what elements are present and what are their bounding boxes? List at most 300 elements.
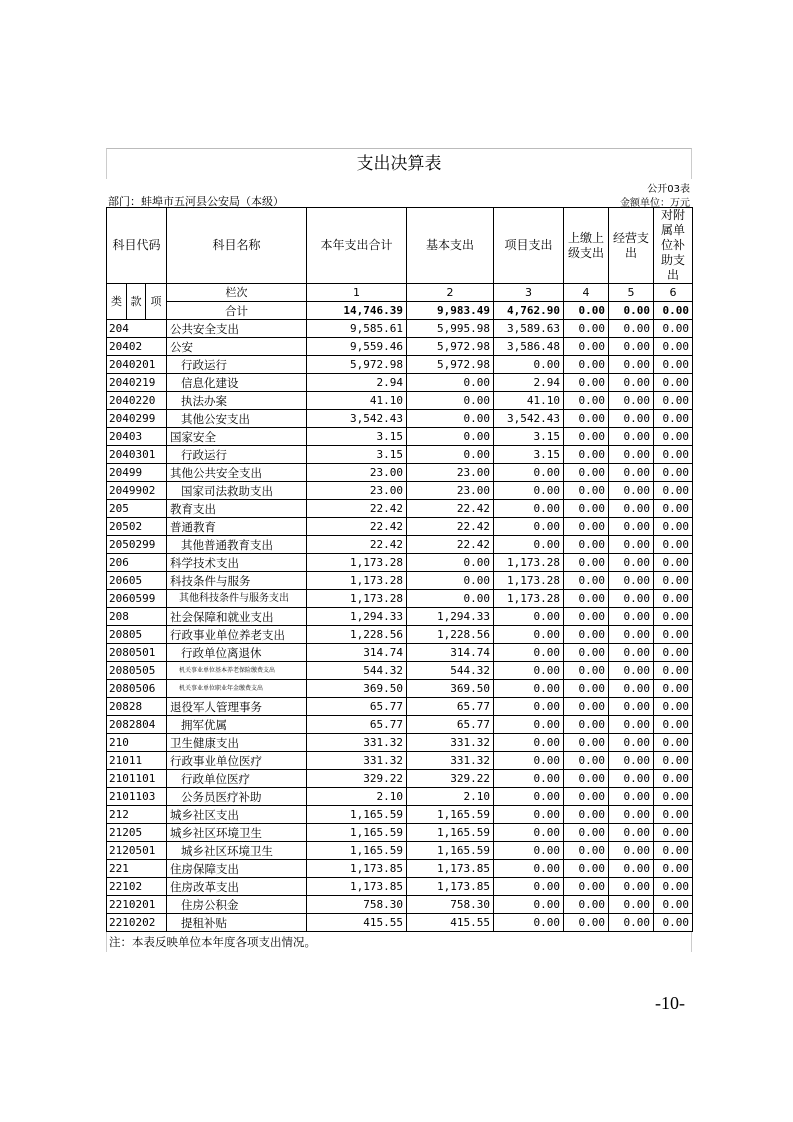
row-upper: 0.00 <box>564 410 609 428</box>
row-name: 城乡社区环境卫生 <box>167 824 307 842</box>
row-business: 0.00 <box>609 572 654 590</box>
row-subsidy: 0.00 <box>654 464 693 482</box>
row-name: 公务员医疗补助 <box>167 788 307 806</box>
row-project: 0.00 <box>494 608 564 626</box>
row-code: 21011 <box>107 752 167 770</box>
row-basic: 2.10 <box>407 788 494 806</box>
row-code: 20402 <box>107 338 167 356</box>
row-total: 1,294.33 <box>307 608 407 626</box>
row-business: 0.00 <box>609 500 654 518</box>
row-total: 2.10 <box>307 788 407 806</box>
table-row <box>107 536 693 554</box>
row-total: 23.00 <box>307 464 407 482</box>
row-code: 2040301 <box>107 446 167 464</box>
row-subsidy: 0.00 <box>654 644 693 662</box>
table-row <box>107 428 693 446</box>
row-code: 212 <box>107 806 167 824</box>
total-subsidy: 0.00 <box>654 302 693 320</box>
row-basic: 1,173.85 <box>407 878 494 896</box>
row-basic: 0.00 <box>407 410 494 428</box>
table-row <box>107 680 693 698</box>
row-basic: 0.00 <box>407 590 494 608</box>
row-total: 22.42 <box>307 500 407 518</box>
row-total: 1,173.85 <box>307 860 407 878</box>
row-project: 0.00 <box>494 500 564 518</box>
row-code: 2049902 <box>107 482 167 500</box>
row-total: 758.30 <box>307 896 407 914</box>
row-code: 2080505 <box>107 662 167 680</box>
row-basic: 5,995.98 <box>407 320 494 338</box>
row-business: 0.00 <box>609 464 654 482</box>
row-subsidy: 0.00 <box>654 914 693 932</box>
col-index-2: 2 <box>407 284 494 302</box>
row-subsidy: 0.00 <box>654 626 693 644</box>
row-subsidy: 0.00 <box>654 716 693 734</box>
table-row <box>107 608 693 626</box>
row-basic: 5,972.98 <box>407 338 494 356</box>
table-row <box>107 374 693 392</box>
row-upper: 0.00 <box>564 896 609 914</box>
row-name: 行政单位离退休 <box>167 644 307 662</box>
row-business: 0.00 <box>609 752 654 770</box>
row-total: 3.15 <box>307 428 407 446</box>
row-basic: 22.42 <box>407 518 494 536</box>
row-basic: 1,165.59 <box>407 806 494 824</box>
row-name: 其他公安支出 <box>167 410 307 428</box>
row-business: 0.00 <box>609 914 654 932</box>
total-row <box>107 302 693 320</box>
row-name: 国家司法救助支出 <box>167 482 307 500</box>
row-upper: 0.00 <box>564 554 609 572</box>
total-sum: 14,746.39 <box>307 302 407 320</box>
row-basic: 314.74 <box>407 644 494 662</box>
row-project: 3.15 <box>494 446 564 464</box>
row-name: 行政运行 <box>167 446 307 464</box>
row-project: 0.00 <box>494 626 564 644</box>
row-code: 2101103 <box>107 788 167 806</box>
row-project: 3,586.48 <box>494 338 564 356</box>
row-project: 0.00 <box>494 842 564 860</box>
row-name: 公共安全支出 <box>167 320 307 338</box>
row-project: 3.15 <box>494 428 564 446</box>
row-business: 0.00 <box>609 806 654 824</box>
header-basic: 基本支出 <box>407 208 494 284</box>
row-upper: 0.00 <box>564 860 609 878</box>
table-note: 注：本表反映单位本年度各项支出情况。 <box>106 932 692 952</box>
row-project: 0.00 <box>494 356 564 374</box>
row-business: 0.00 <box>609 680 654 698</box>
form-number: 公开03表 <box>647 184 690 195</box>
row-business: 0.00 <box>609 374 654 392</box>
row-code: 208 <box>107 608 167 626</box>
row-business: 0.00 <box>609 446 654 464</box>
row-subsidy: 0.00 <box>654 428 693 446</box>
header-name: 科目名称 <box>167 208 307 284</box>
header-kuan: 款 <box>127 284 146 320</box>
row-basic: 331.32 <box>407 752 494 770</box>
row-upper: 0.00 <box>564 536 609 554</box>
table-row <box>107 896 693 914</box>
row-name: 教育支出 <box>167 500 307 518</box>
table-row <box>107 662 693 680</box>
header-upper: 上缴上级支出 <box>564 208 609 284</box>
row-code: 2040201 <box>107 356 167 374</box>
row-name: 城乡社区环境卫生 <box>167 842 307 860</box>
row-basic: 65.77 <box>407 698 494 716</box>
row-subsidy: 0.00 <box>654 338 693 356</box>
row-total: 5,972.98 <box>307 356 407 374</box>
row-subsidy: 0.00 <box>654 482 693 500</box>
row-business: 0.00 <box>609 518 654 536</box>
row-code: 2050299 <box>107 536 167 554</box>
row-subsidy: 0.00 <box>654 410 693 428</box>
row-business: 0.00 <box>609 356 654 374</box>
table-row <box>107 446 693 464</box>
row-total: 314.74 <box>307 644 407 662</box>
table-row <box>107 752 693 770</box>
row-business: 0.00 <box>609 716 654 734</box>
row-code: 2060599 <box>107 590 167 608</box>
row-subsidy: 0.00 <box>654 590 693 608</box>
row-upper: 0.00 <box>564 698 609 716</box>
table-row <box>107 860 693 878</box>
row-total: 2.94 <box>307 374 407 392</box>
row-business: 0.00 <box>609 428 654 446</box>
row-upper: 0.00 <box>564 824 609 842</box>
row-name: 信息化建设 <box>167 374 307 392</box>
row-subsidy: 0.00 <box>654 446 693 464</box>
row-subsidy: 0.00 <box>654 554 693 572</box>
row-project: 0.00 <box>494 716 564 734</box>
row-name: 提租补贴 <box>167 914 307 932</box>
row-code: 22102 <box>107 878 167 896</box>
row-subsidy: 0.00 <box>654 500 693 518</box>
row-total: 22.42 <box>307 536 407 554</box>
row-basic: 0.00 <box>407 554 494 572</box>
table-row <box>107 842 693 860</box>
row-basic: 1,165.59 <box>407 842 494 860</box>
row-project: 0.00 <box>494 914 564 932</box>
row-upper: 0.00 <box>564 842 609 860</box>
row-upper: 0.00 <box>564 626 609 644</box>
row-subsidy: 0.00 <box>654 374 693 392</box>
row-total: 1,173.28 <box>307 554 407 572</box>
row-basic: 415.55 <box>407 914 494 932</box>
row-code: 2101101 <box>107 770 167 788</box>
row-total: 65.77 <box>307 716 407 734</box>
table-row <box>107 392 693 410</box>
table-row <box>107 788 693 806</box>
row-code: 205 <box>107 500 167 518</box>
row-project: 0.00 <box>494 770 564 788</box>
table-row <box>107 554 693 572</box>
row-name: 城乡社区支出 <box>167 806 307 824</box>
row-code: 2082804 <box>107 716 167 734</box>
row-name: 行政事业单位养老支出 <box>167 626 307 644</box>
row-project: 0.00 <box>494 482 564 500</box>
header-code: 科目代码 <box>107 208 167 284</box>
row-upper: 0.00 <box>564 680 609 698</box>
row-basic: 1,173.85 <box>407 860 494 878</box>
row-subsidy: 0.00 <box>654 392 693 410</box>
row-upper: 0.00 <box>564 572 609 590</box>
row-code: 2040299 <box>107 410 167 428</box>
row-upper: 0.00 <box>564 392 609 410</box>
row-total: 9,559.46 <box>307 338 407 356</box>
row-project: 0.00 <box>494 464 564 482</box>
row-project: 1,173.28 <box>494 590 564 608</box>
row-subsidy: 0.00 <box>654 860 693 878</box>
row-subsidy: 0.00 <box>654 608 693 626</box>
table-row <box>107 500 693 518</box>
row-subsidy: 0.00 <box>654 356 693 374</box>
column-index-row <box>107 284 693 302</box>
row-basic: 22.42 <box>407 536 494 554</box>
row-total: 1,228.56 <box>307 626 407 644</box>
row-business: 0.00 <box>609 842 654 860</box>
row-code: 2080506 <box>107 680 167 698</box>
row-basic: 0.00 <box>407 572 494 590</box>
row-name: 行政单位医疗 <box>167 770 307 788</box>
row-basic: 331.32 <box>407 734 494 752</box>
row-upper: 0.00 <box>564 356 609 374</box>
row-subsidy: 0.00 <box>654 752 693 770</box>
row-code: 20499 <box>107 464 167 482</box>
table-row <box>107 590 693 608</box>
row-total: 369.50 <box>307 680 407 698</box>
col-index-3: 3 <box>494 284 564 302</box>
row-subsidy: 0.00 <box>654 824 693 842</box>
row-project: 41.10 <box>494 392 564 410</box>
row-total: 3,542.43 <box>307 410 407 428</box>
row-project: 0.00 <box>494 860 564 878</box>
row-upper: 0.00 <box>564 662 609 680</box>
row-total: 331.32 <box>307 734 407 752</box>
row-business: 0.00 <box>609 482 654 500</box>
row-project: 0.00 <box>494 698 564 716</box>
row-name: 住房公积金 <box>167 896 307 914</box>
header-project: 项目支出 <box>494 208 564 284</box>
row-upper: 0.00 <box>564 464 609 482</box>
row-upper: 0.00 <box>564 770 609 788</box>
row-code: 2040220 <box>107 392 167 410</box>
table-row <box>107 518 693 536</box>
row-upper: 0.00 <box>564 752 609 770</box>
row-subsidy: 0.00 <box>654 518 693 536</box>
row-code: 2210201 <box>107 896 167 914</box>
row-code: 2120501 <box>107 842 167 860</box>
row-name: 其他公共安全支出 <box>167 464 307 482</box>
row-business: 0.00 <box>609 788 654 806</box>
row-upper: 0.00 <box>564 482 609 500</box>
row-upper: 0.00 <box>564 914 609 932</box>
row-subsidy: 0.00 <box>654 842 693 860</box>
table-row <box>107 878 693 896</box>
row-total: 331.32 <box>307 752 407 770</box>
col-index-5: 5 <box>609 284 654 302</box>
row-code: 20502 <box>107 518 167 536</box>
row-basic: 0.00 <box>407 428 494 446</box>
row-upper: 0.00 <box>564 374 609 392</box>
row-basic: 23.00 <box>407 464 494 482</box>
header-xiang: 项 <box>146 284 167 320</box>
row-total: 1,173.28 <box>307 572 407 590</box>
row-basic: 369.50 <box>407 680 494 698</box>
row-basic: 1,165.59 <box>407 824 494 842</box>
row-total: 9,585.61 <box>307 320 407 338</box>
row-business: 0.00 <box>609 698 654 716</box>
row-business: 0.00 <box>609 734 654 752</box>
row-name: 行政运行 <box>167 356 307 374</box>
row-project: 0.00 <box>494 806 564 824</box>
row-basic: 1,228.56 <box>407 626 494 644</box>
row-subsidy: 0.00 <box>654 734 693 752</box>
header-row <box>107 208 693 284</box>
col-index-4: 4 <box>564 284 609 302</box>
row-total: 544.32 <box>307 662 407 680</box>
department-row <box>106 193 692 207</box>
row-basic: 0.00 <box>407 446 494 464</box>
total-upper: 0.00 <box>564 302 609 320</box>
row-name: 社会保障和就业支出 <box>167 608 307 626</box>
row-project: 0.00 <box>494 878 564 896</box>
row-project: 0.00 <box>494 824 564 842</box>
row-project: 0.00 <box>494 788 564 806</box>
table-row <box>107 698 693 716</box>
row-basic: 329.22 <box>407 770 494 788</box>
row-subsidy: 0.00 <box>654 320 693 338</box>
row-project: 0.00 <box>494 536 564 554</box>
row-project: 0.00 <box>494 896 564 914</box>
row-name: 机关事业单位基本养老保险缴费支出 <box>167 662 307 680</box>
row-upper: 0.00 <box>564 734 609 752</box>
row-name: 执法办案 <box>167 392 307 410</box>
row-name: 科技条件与服务 <box>167 572 307 590</box>
table-row <box>107 338 693 356</box>
page-number: -10- <box>655 993 685 1013</box>
row-name: 行政事业单位医疗 <box>167 752 307 770</box>
row-name: 住房改革支出 <box>167 878 307 896</box>
table-title: 支出决算表 <box>106 148 692 179</box>
row-basic: 5,972.98 <box>407 356 494 374</box>
row-code: 2040219 <box>107 374 167 392</box>
expenditure-sheet <box>106 148 692 952</box>
row-business: 0.00 <box>609 896 654 914</box>
row-business: 0.00 <box>609 878 654 896</box>
row-code: 210 <box>107 734 167 752</box>
row-upper: 0.00 <box>564 320 609 338</box>
row-upper: 0.00 <box>564 608 609 626</box>
row-code: 20805 <box>107 626 167 644</box>
row-code: 20403 <box>107 428 167 446</box>
table-row <box>107 626 693 644</box>
header-lanci: 栏次 <box>167 284 307 302</box>
row-name: 普通教育 <box>167 518 307 536</box>
table-row <box>107 770 693 788</box>
row-business: 0.00 <box>609 644 654 662</box>
row-name: 退役军人管理事务 <box>167 698 307 716</box>
table-row <box>107 410 693 428</box>
row-name: 其他普通教育支出 <box>167 536 307 554</box>
row-upper: 0.00 <box>564 716 609 734</box>
table-row <box>107 464 693 482</box>
row-basic: 758.30 <box>407 896 494 914</box>
row-name: 卫生健康支出 <box>167 734 307 752</box>
row-upper: 0.00 <box>564 446 609 464</box>
row-total: 3.15 <box>307 446 407 464</box>
row-subsidy: 0.00 <box>654 806 693 824</box>
row-code: 20605 <box>107 572 167 590</box>
row-name: 其他科技条件与服务支出 <box>167 590 307 608</box>
row-code: 206 <box>107 554 167 572</box>
col-index-6: 6 <box>654 284 693 302</box>
row-upper: 0.00 <box>564 788 609 806</box>
row-business: 0.00 <box>609 410 654 428</box>
row-upper: 0.00 <box>564 878 609 896</box>
row-business: 0.00 <box>609 824 654 842</box>
row-project: 0.00 <box>494 518 564 536</box>
row-project: 1,173.28 <box>494 572 564 590</box>
row-upper: 0.00 <box>564 806 609 824</box>
row-total: 1,165.59 <box>307 842 407 860</box>
table-row <box>107 644 693 662</box>
row-subsidy: 0.00 <box>654 680 693 698</box>
department-label: 部门：蚌埠市五河县公安局（本级） <box>108 195 284 208</box>
col-index-1: 1 <box>307 284 407 302</box>
row-total: 22.42 <box>307 518 407 536</box>
row-subsidy: 0.00 <box>654 536 693 554</box>
header-subsidy: 对附属单位补助支出 <box>654 208 693 284</box>
row-total: 1,173.85 <box>307 878 407 896</box>
row-name: 公安 <box>167 338 307 356</box>
row-total: 1,173.28 <box>307 590 407 608</box>
row-total: 23.00 <box>307 482 407 500</box>
row-business: 0.00 <box>609 536 654 554</box>
header-lei: 类 <box>107 284 127 320</box>
unit-label: 金额单位：万元 <box>620 198 690 209</box>
row-basic: 22.42 <box>407 500 494 518</box>
row-total: 65.77 <box>307 698 407 716</box>
row-business: 0.00 <box>609 590 654 608</box>
row-code: 21205 <box>107 824 167 842</box>
row-subsidy: 0.00 <box>654 788 693 806</box>
row-project: 0.00 <box>494 734 564 752</box>
row-basic: 1,294.33 <box>407 608 494 626</box>
row-project: 0.00 <box>494 644 564 662</box>
row-business: 0.00 <box>609 662 654 680</box>
row-basic: 544.32 <box>407 662 494 680</box>
row-total: 329.22 <box>307 770 407 788</box>
row-upper: 0.00 <box>564 644 609 662</box>
row-basic: 0.00 <box>407 392 494 410</box>
total-basic: 9,983.49 <box>407 302 494 320</box>
table-row <box>107 716 693 734</box>
table-row <box>107 572 693 590</box>
row-project: 1,173.28 <box>494 554 564 572</box>
row-subsidy: 0.00 <box>654 896 693 914</box>
table-row <box>107 320 693 338</box>
row-upper: 0.00 <box>564 338 609 356</box>
row-upper: 0.00 <box>564 500 609 518</box>
row-business: 0.00 <box>609 608 654 626</box>
row-subsidy: 0.00 <box>654 770 693 788</box>
row-upper: 0.00 <box>564 590 609 608</box>
row-name: 拥军优属 <box>167 716 307 734</box>
row-project: 2.94 <box>494 374 564 392</box>
row-code: 2080501 <box>107 644 167 662</box>
table-row <box>107 482 693 500</box>
row-subsidy: 0.00 <box>654 698 693 716</box>
